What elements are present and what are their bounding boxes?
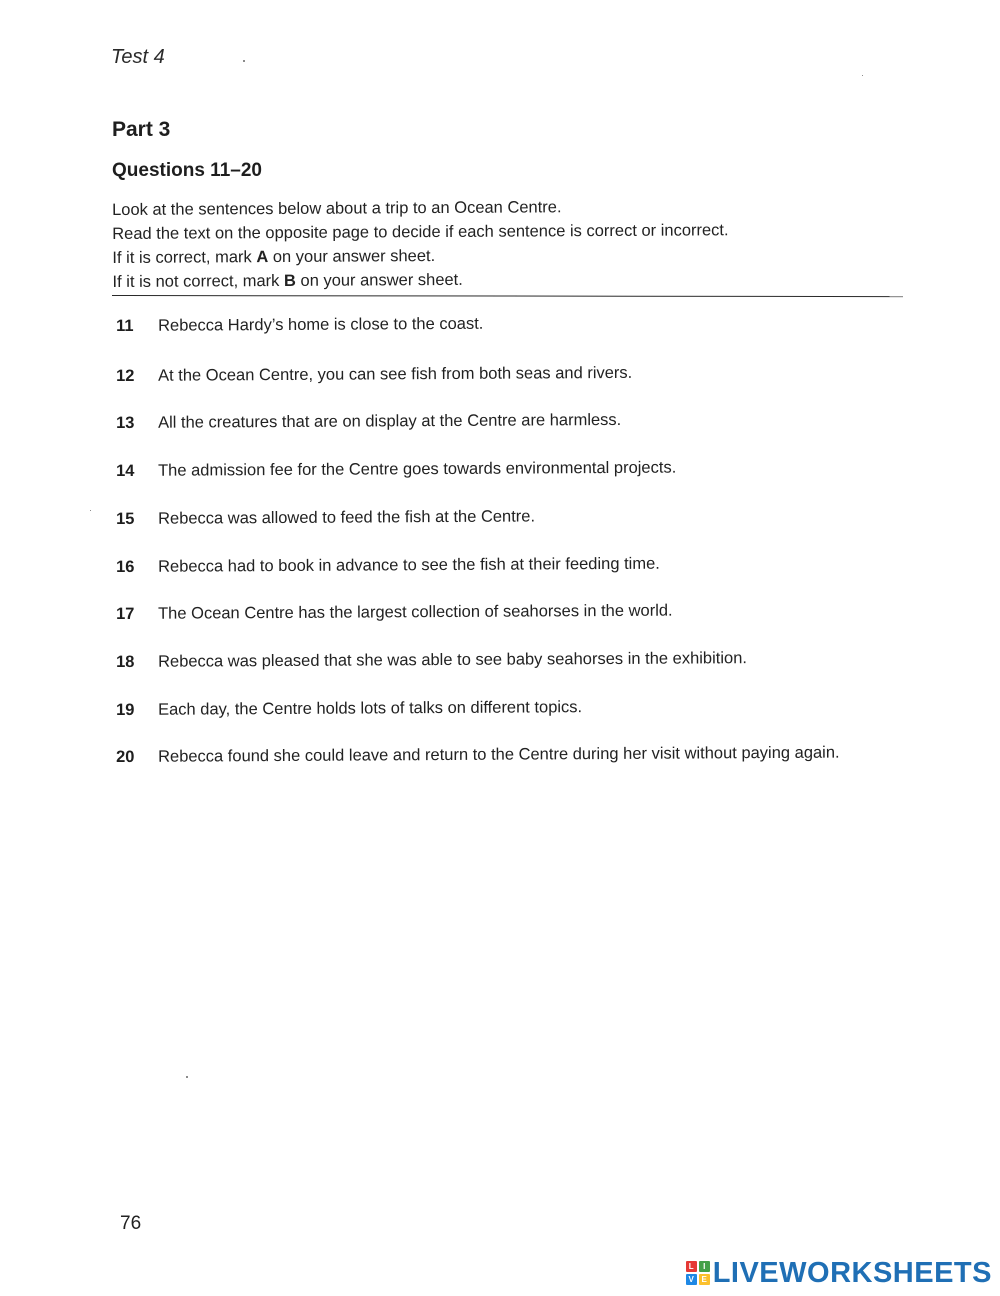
- answer-letter-b: B: [283, 271, 296, 290]
- question-item: [116, 359, 896, 389]
- logo-tile-v: V: [686, 1274, 697, 1285]
- instruction-line-3-prefix: If it is correct, mark: [112, 248, 257, 267]
- question-text: The admission fee for the Centre goes towards environmental projects.: [158, 458, 677, 480]
- question-text: Rebecca was allowed to feed the fish at the Centre.: [158, 507, 536, 528]
- instruction-line-2: Read the text on the opposite page to decide if each sentence is correct or incorrect.: [112, 221, 729, 243]
- instruction-line-4-prefix: If it is not correct, mark: [112, 271, 285, 291]
- question-item: [116, 454, 896, 484]
- question-item: [116, 597, 896, 627]
- question-number: 14: [116, 461, 135, 480]
- question-item: [116, 740, 896, 770]
- question-item: [116, 550, 896, 580]
- logo-text: LIVEWORKSHEETS: [712, 1257, 992, 1289]
- question-text: All the creatures that are on display at the Centre are harmless.: [158, 410, 622, 432]
- question-text: Rebecca was pleased that she was able to see baby seahorses in the exhibition.: [158, 649, 747, 671]
- scan-speck: [90, 510, 91, 511]
- question-text: Each day, the Centre holds lots of talks on different topics.: [158, 698, 583, 719]
- scan-speck: [186, 1076, 188, 1078]
- liveworksheets-logo: [686, 1258, 992, 1288]
- question-number: 15: [116, 509, 135, 528]
- questions-title: Questions 11–20: [112, 160, 262, 181]
- question-text: Rebecca found she could leave and return to the Centre during her visit without paying again.: [158, 743, 840, 766]
- question-item: [116, 309, 896, 339]
- instruction-line-3-suffix: on your answer sheet.: [268, 247, 436, 267]
- question-text: Rebecca Hardy’s home is close to the coast.: [158, 314, 484, 335]
- question-number: 18: [116, 652, 135, 671]
- question-number: 16: [116, 557, 135, 576]
- question-number: 13: [116, 413, 135, 432]
- divider-line: [112, 295, 903, 297]
- page-number: 76: [120, 1213, 142, 1234]
- instruction-line-4-suffix: on your answer sheet.: [295, 270, 463, 290]
- question-number: 11: [116, 316, 134, 335]
- question-number: 20: [116, 747, 135, 766]
- instruction-line-1: Look at the sentences below about a trip to an Ocean Centre.: [112, 198, 562, 219]
- question-number: 19: [116, 700, 135, 719]
- question-item: [116, 693, 896, 723]
- logo-tile-e: E: [699, 1274, 710, 1285]
- logo-tiles-icon: [686, 1261, 710, 1285]
- question-number: 12: [116, 366, 135, 385]
- answer-letter-a: A: [256, 248, 269, 267]
- question-number: 17: [116, 604, 135, 623]
- logo-tile-i: I: [699, 1261, 710, 1272]
- logo-tile-l: L: [686, 1261, 697, 1272]
- part-title: Part 3: [112, 118, 171, 141]
- test-label: Test 4: [111, 46, 165, 68]
- instruction-line-4: [112, 266, 729, 294]
- question-item: [116, 502, 896, 532]
- scan-speck: [862, 75, 863, 76]
- question-text: Rebecca had to book in advance to see the fish at their feeding time.: [158, 554, 660, 576]
- question-item: [116, 406, 896, 436]
- instructions: [112, 194, 729, 294]
- question-text: The Ocean Centre has the largest collection of seahorses in the world.: [158, 601, 673, 623]
- question-item: [116, 645, 896, 675]
- question-text: At the Ocean Centre, you can see fish from both seas and rivers.: [158, 363, 633, 385]
- scan-speck: [243, 60, 245, 62]
